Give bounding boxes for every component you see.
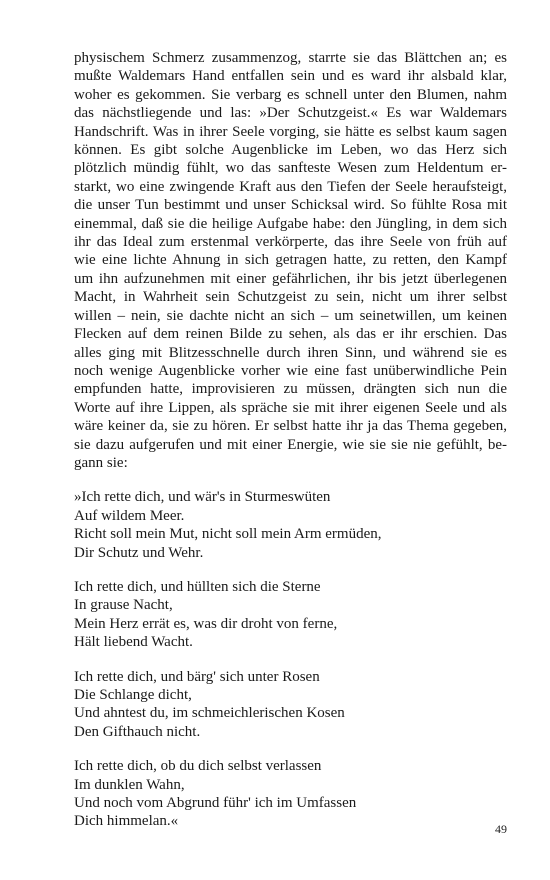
poem-stanza: [74, 757, 507, 831]
prose-line: wäre keiner da, sie zu hören. Er selbst hatte ihr ja das Thema gegeben,: [74, 418, 507, 435]
poem-verse-line: Und noch vom Abgrund führ' ich im Umfassen: [74, 795, 357, 812]
prose-line: wie eine lichte Ahnung in sich getragen hatte, zu retten, den Kampf: [74, 252, 507, 269]
poem-verse-line: Hält liebend Wacht.: [74, 634, 193, 651]
prose-line: plötzlich mündig fühlt, wo das sanfteste Wesen zum Heldentum er-: [74, 160, 507, 177]
prose-line: Handschrift. Was in ihrer Seele vorging, sie hätte es selbst kaum sagen: [74, 123, 507, 140]
prose-line: ihr das Ideal zum erstenmal verkörperte, das ihre Seele von früh auf: [74, 234, 507, 251]
book-page: [74, 49, 507, 831]
poem-verse-line: Ich rette dich, und bärg' sich unter Rosen: [74, 668, 320, 685]
prose-line: einemmal, daß sie die heilige Aufgabe habe: den Jüngling, in dem sich: [74, 215, 507, 232]
prose-line: empfunden hatte, improvisieren zu müssen, drängten sich nun die: [74, 381, 507, 398]
prose-line: um ihn aufzunehmen mit einer gefährlichen, ihr bis jetzt überlegenen: [74, 270, 507, 287]
poem-verse-line: Im dunklen Wahn,: [74, 776, 185, 793]
prose-line: noch wenige Augenblicke vorher wie eine fast unüberwindliche Pein: [74, 362, 507, 379]
poem-verse-line: Ich rette dich, und hüllten sich die Sterne: [74, 578, 321, 595]
prose-line: Flecken auf dem reinen Bilde zu sehen, als das er ihr erschien. Das: [74, 326, 507, 343]
poem-verse-line: Auf wildem Meer.: [74, 507, 185, 524]
prose-line: woher es gekommen. Sie verbarg es schnell unter den Blumen, nahm: [74, 86, 507, 103]
poem-stanza: [74, 488, 507, 562]
prose-line: mußte Waldemars Hand entfallen sein und es ward ihr alsbald klar,: [74, 68, 507, 85]
prose-line: das nächstliegende und las: »Der Schutzgeist.« Es war Waldemars: [74, 105, 507, 122]
poem-stanza: [74, 668, 507, 742]
prose-line: Worte auf ihre Lippen, als spräche sie mit ihrer eigenen Seele und als: [74, 399, 507, 416]
poem-verse-line: Den Gifthauch nicht.: [74, 723, 201, 740]
poem-verse-line: Mein Herz errät es, was dir droht von ferne,: [74, 615, 338, 632]
prose-line: die unser Tun bestimmt und unser Schicksal wird. So fühlte Rosa mit: [74, 197, 507, 214]
poem-verse-line: Dir Schutz und Wehr.: [74, 544, 204, 561]
prose-line: physischem Schmerz zusammenzog, starrte sie das Blättchen an; es: [74, 50, 507, 66]
poem-verse-line: »Ich rette dich, und wär's in Sturmeswüten: [74, 489, 331, 506]
poem-stanza: [74, 578, 507, 652]
prose-line: können. Es gibt solche Augenblicke im Leben, wo das Herz sich: [74, 142, 507, 159]
prose-paragraph: [74, 49, 507, 472]
poem-verse-line: Dich himmelan.«: [74, 813, 179, 830]
poem-verse-line: Richt soll mein Mut, nicht soll mein Arm ermüden,: [74, 526, 382, 543]
prose-line: willen – nein, sie dachte nicht an sich – um seinetwillen, um keinen: [74, 307, 507, 324]
prose-line: sie dazu aufgerufen und mit einer Energie, wie sie sie nie gefühlt, be-: [74, 436, 507, 453]
poem-verse-line: Und ahntest du, im schmeichlerischen Kosen: [74, 705, 345, 722]
prose-line: alles ging mit Blitzesschnelle durch ihren Sinn, und während sie es: [74, 344, 507, 361]
page-number: 49: [495, 822, 507, 836]
poem-verse-line: Die Schlange dicht,: [74, 687, 192, 703]
prose-line: Macht, in Wahrheit sein Schutzgeist zu sein, nicht um ihrer selbst: [74, 289, 507, 306]
poem: [74, 488, 507, 831]
poem-verse-line: In grause Nacht,: [74, 597, 173, 614]
prose-line: gann sie:: [74, 454, 128, 471]
prose-line: starkt, wo eine zwingende Kraft aus den Tiefen der Seele heraufsteigt,: [74, 178, 507, 195]
poem-verse-line: Ich rette dich, ob du dich selbst verlassen: [74, 758, 322, 775]
